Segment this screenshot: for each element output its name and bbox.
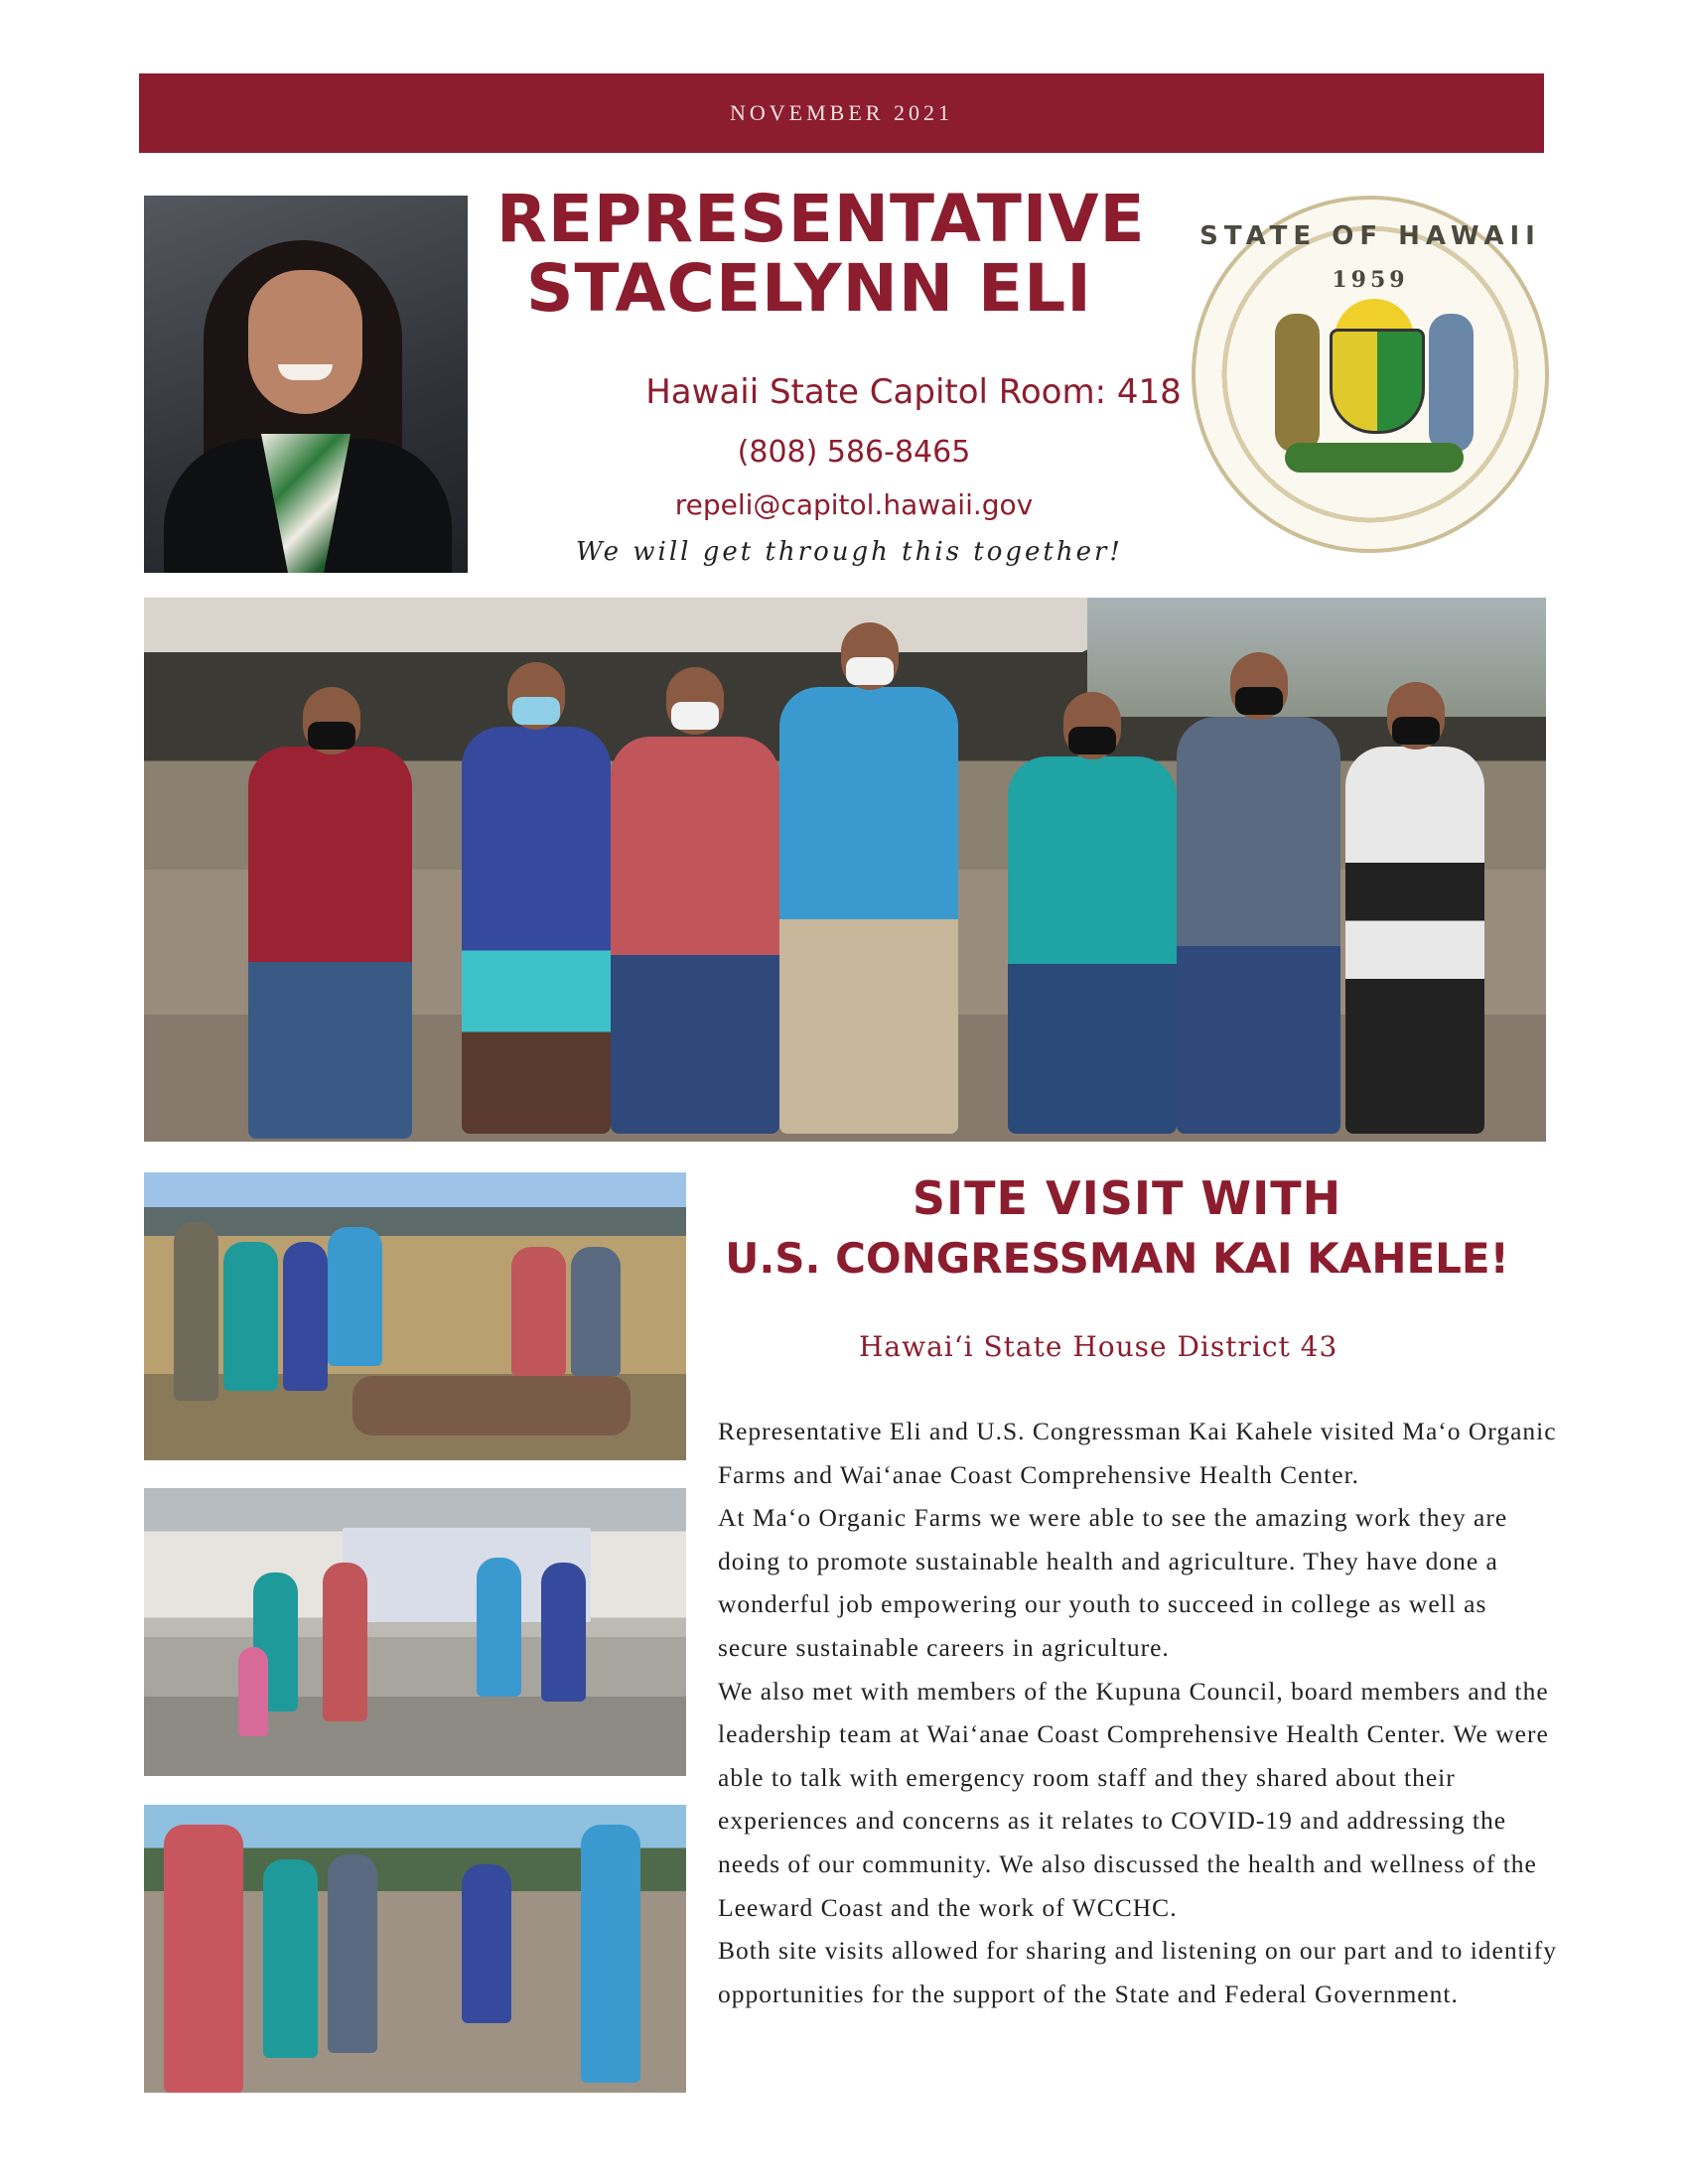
state-seal-icon xyxy=(1192,196,1549,553)
article-paragraph: At Maʻo Organic Farms we were able to see the amazing work they are doing to promote sustainable health and agriculture. They have done a wonderful job empowering our youth to succeed in college as well as secure sustainable careers in agriculture. xyxy=(718,1503,1508,1662)
newsletter-date: NOVEMBER 2021 xyxy=(730,100,953,125)
article-heading-line-2: U.S. CONGRESSMAN KAI KAHELE! xyxy=(725,1234,1509,1283)
health-center-photo xyxy=(144,1805,686,2093)
article-heading-line-1: SITE VISIT WITH xyxy=(912,1171,1342,1225)
district-subtitle: Hawaiʻi State House District 43 xyxy=(859,1330,1338,1363)
seal-ring-text: STATE OF HAWAII xyxy=(1199,221,1541,251)
farm-field-photo xyxy=(144,1172,686,1460)
office-address: Hawaii State Capitol Room: 418 xyxy=(645,372,1182,412)
seal-year: 1959 xyxy=(1332,267,1409,293)
title-line-2: STACELYNN ELI xyxy=(526,250,1092,327)
title-line-1: REPRESENTATIVE xyxy=(496,181,1146,257)
article-paragraph: We also met with members of the Kupuna Council, board members and the leadership team at Waiʻanae Coast Comprehensive Health Center. We were able to talk with emergency room staff and they shared about their experiences and concerns as it relates to COVID-19 and addressing the needs of our community. We also discussed the health and wellness of the Leeward Coast and the work of WCCHC. xyxy=(718,1676,1549,1922)
tagline: We will get through this together! xyxy=(576,537,1123,567)
article-paragraph: Representative Eli and U.S. Congressman Kai Kahele visited Maʻo Organic Farms and Waiʻanae Coast Comprehensive Health Center. xyxy=(718,1417,1557,1489)
email-address[interactable]: repeli@capitol.hawaii.gov xyxy=(674,488,1034,521)
farm-kitchen-photo xyxy=(144,1488,686,1776)
representative-portrait-photo xyxy=(144,196,468,573)
article-paragraph: Both site visits allowed for sharing and listening on our part and to identify opportunities for the support of the State and Federal Government. xyxy=(718,1936,1558,2008)
phone-number: (808) 586-8465 xyxy=(737,435,971,470)
group-photo xyxy=(144,598,1546,1142)
page-title xyxy=(496,181,1192,327)
date-banner xyxy=(139,73,1544,153)
article-body xyxy=(718,1410,1562,2015)
